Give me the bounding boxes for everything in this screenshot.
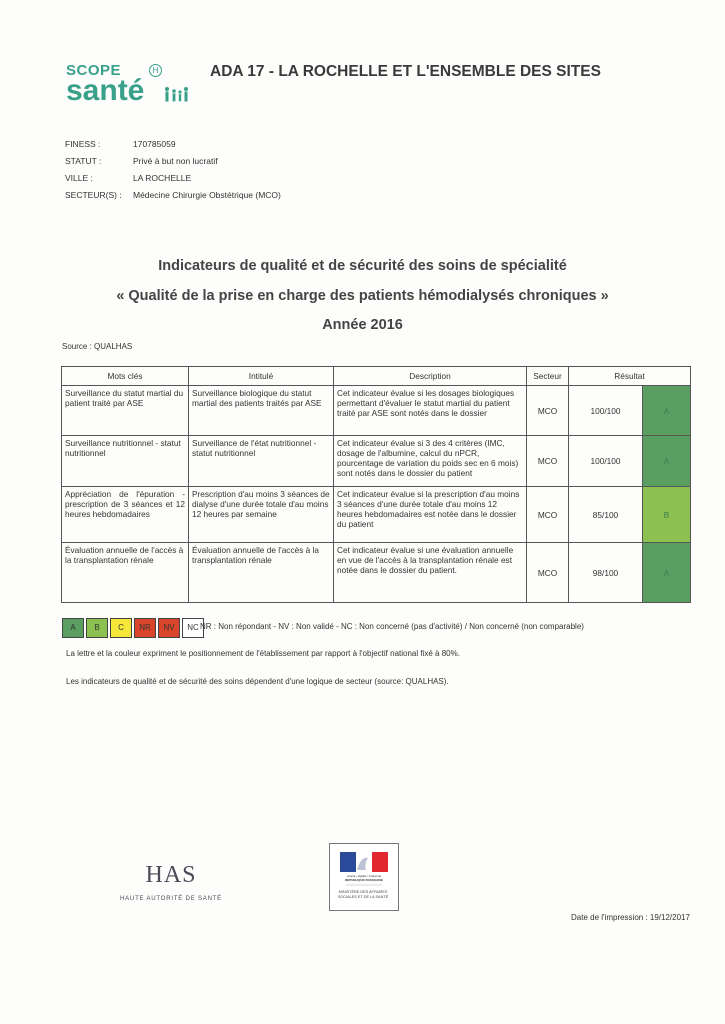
info-label: SECTEUR(S) : bbox=[65, 190, 122, 200]
table-row bbox=[62, 487, 691, 543]
info-label: VILLE : bbox=[65, 173, 93, 183]
heading-indicators: Indicateurs de qualité et de sécurité des soins de spécialité bbox=[158, 258, 567, 274]
row-keywords: Appréciation de l'épuration - prescription de 3 séances et 12 heures hebdomadaires bbox=[62, 487, 189, 543]
info-row-finess bbox=[65, 139, 281, 156]
row-grade: A bbox=[643, 436, 691, 487]
table-row bbox=[62, 436, 691, 487]
info-value: 170785059 bbox=[133, 139, 176, 149]
table-header-row bbox=[62, 367, 691, 386]
rf-name: RÉPUBLIQUE FRANÇAISE bbox=[344, 878, 384, 882]
info-value: Privé à but non lucratif bbox=[133, 156, 218, 166]
marianne-flag-icon bbox=[330, 844, 398, 890]
establishment-info bbox=[65, 139, 281, 207]
legend-swatch-a: A bbox=[62, 618, 84, 638]
column-header-sector: Secteur bbox=[527, 367, 569, 386]
info-row-statut bbox=[65, 156, 281, 173]
row-title: Évaluation annuelle de l'accès à la transplantation rénale bbox=[189, 543, 334, 603]
row-keywords: Surveillance du statut martial du patient traité par ASE bbox=[62, 386, 189, 436]
rf-motto: Liberté • Égalité • Fraternité bbox=[346, 874, 382, 878]
legend-swatch-nc: NC bbox=[182, 618, 204, 638]
row-grade: A bbox=[643, 386, 691, 436]
legend-swatch-b: B bbox=[86, 618, 108, 638]
has-logo-text: HAS bbox=[145, 862, 197, 888]
row-description: Cet indicateur évalue si les dosages biologiques permettant d'évaluer le statut martial du patient traité par ASE sont notés dans le dossier bbox=[334, 386, 527, 436]
row-title: Surveillance biologique du statut martial des patients traités par ASE bbox=[189, 386, 334, 436]
row-sector: MCO bbox=[527, 386, 569, 436]
row-sector: MCO bbox=[527, 436, 569, 487]
note-sector-logic: Les indicateurs de qualité et de sécurité des soins dépendent d'une logique de secteur (source: QUALHAS). bbox=[66, 677, 449, 686]
row-grade: B bbox=[643, 487, 691, 543]
heading-year: Année 2016 bbox=[322, 317, 403, 333]
republique-francaise-logo bbox=[329, 843, 399, 911]
print-date: Date de l'impression : 19/12/2017 bbox=[571, 913, 690, 922]
row-sector: MCO bbox=[527, 543, 569, 603]
family-icon bbox=[164, 86, 190, 104]
row-keywords: Évaluation annuelle de l'accès à la transplantation rénale bbox=[62, 543, 189, 603]
column-header-description: Description bbox=[334, 367, 527, 386]
legend-swatch-nv: NV bbox=[158, 618, 180, 638]
info-row-ville bbox=[65, 173, 281, 190]
column-header-result: Résultat bbox=[569, 367, 691, 386]
row-title: Surveillance de l'état nutritionnel - statut nutritionnel bbox=[189, 436, 334, 487]
ministry-label: MINISTÈRE DES AFFAIRES SOCIALES ET DE LA SANTÉ bbox=[337, 890, 389, 899]
row-score: 100/100 bbox=[569, 436, 643, 487]
info-row-secteurs bbox=[65, 190, 281, 207]
info-label: FINESS : bbox=[65, 139, 101, 149]
indicators-table bbox=[61, 366, 691, 603]
heading-theme: « Qualité de la prise en charge des patients hémodialysés chroniques » bbox=[116, 288, 609, 304]
logo-h-badge: H bbox=[149, 64, 162, 77]
row-grade: A bbox=[643, 543, 691, 603]
info-label: STATUT : bbox=[65, 156, 102, 166]
table-row bbox=[62, 386, 691, 436]
logo-sante-text: santé bbox=[66, 74, 145, 107]
row-sector: MCO bbox=[527, 487, 569, 543]
legend-swatch-nr: NR bbox=[134, 618, 156, 638]
row-description: Cet indicateur évalue si 3 des 4 critères (IMC, dosage de l'albumine, calcul du nPCR, pourcentage de variation du poids sec en 6 mois) sont notés dans le dossier du patient bbox=[334, 436, 527, 487]
source-label: Source : QUALHAS bbox=[62, 342, 133, 351]
note-objective: La lettre et la couleur expriment le positionnement de l'établissement par rapport à l'objectif national fixé à 80%. bbox=[66, 649, 460, 658]
grade-legend bbox=[62, 618, 206, 638]
table-row bbox=[62, 543, 691, 603]
info-value: LA ROCHELLE bbox=[133, 173, 192, 183]
column-header-title: Intitulé bbox=[189, 367, 334, 386]
row-keywords: Surveillance nutritionnel - statut nutritionnel bbox=[62, 436, 189, 487]
legend-swatch-c: C bbox=[110, 618, 132, 638]
establishment-title: ADA 17 - LA ROCHELLE ET L'ENSEMBLE DES SITES bbox=[210, 63, 601, 80]
row-score: 85/100 bbox=[569, 487, 643, 543]
row-score: 100/100 bbox=[569, 386, 643, 436]
column-header-keywords: Mots clés bbox=[62, 367, 189, 386]
legend-explanation: NR : Non répondant - NV : Non validé - NC : Non concerné (pas d'activité) / Non concerné (non comparable) bbox=[200, 622, 584, 631]
scope-sante-logo bbox=[66, 62, 196, 108]
has-logo-subtitle: HAUTE AUTORITÉ DE SANTÉ bbox=[120, 896, 222, 902]
row-title: Prescription d'au moins 3 séances de dialyse d'une durée totale d'au moins 12 heures par semaine bbox=[189, 487, 334, 543]
row-description: Cet indicateur évalue si une évaluation annuelle en vue de l'accès à la transplantation rénale est notée dans le dossier du patient. bbox=[334, 543, 527, 603]
row-description: Cet indicateur évalue si la prescription d'au moins 3 séances d'une durée totale d'au moins 12 heures hebdomadaires est notée dans le dossier du patient bbox=[334, 487, 527, 543]
logo-scope-text: SCOPE bbox=[66, 62, 122, 79]
row-score: 98/100 bbox=[569, 543, 643, 603]
info-value: Médecine Chirurgie Obstétrique (MCO) bbox=[133, 190, 281, 200]
